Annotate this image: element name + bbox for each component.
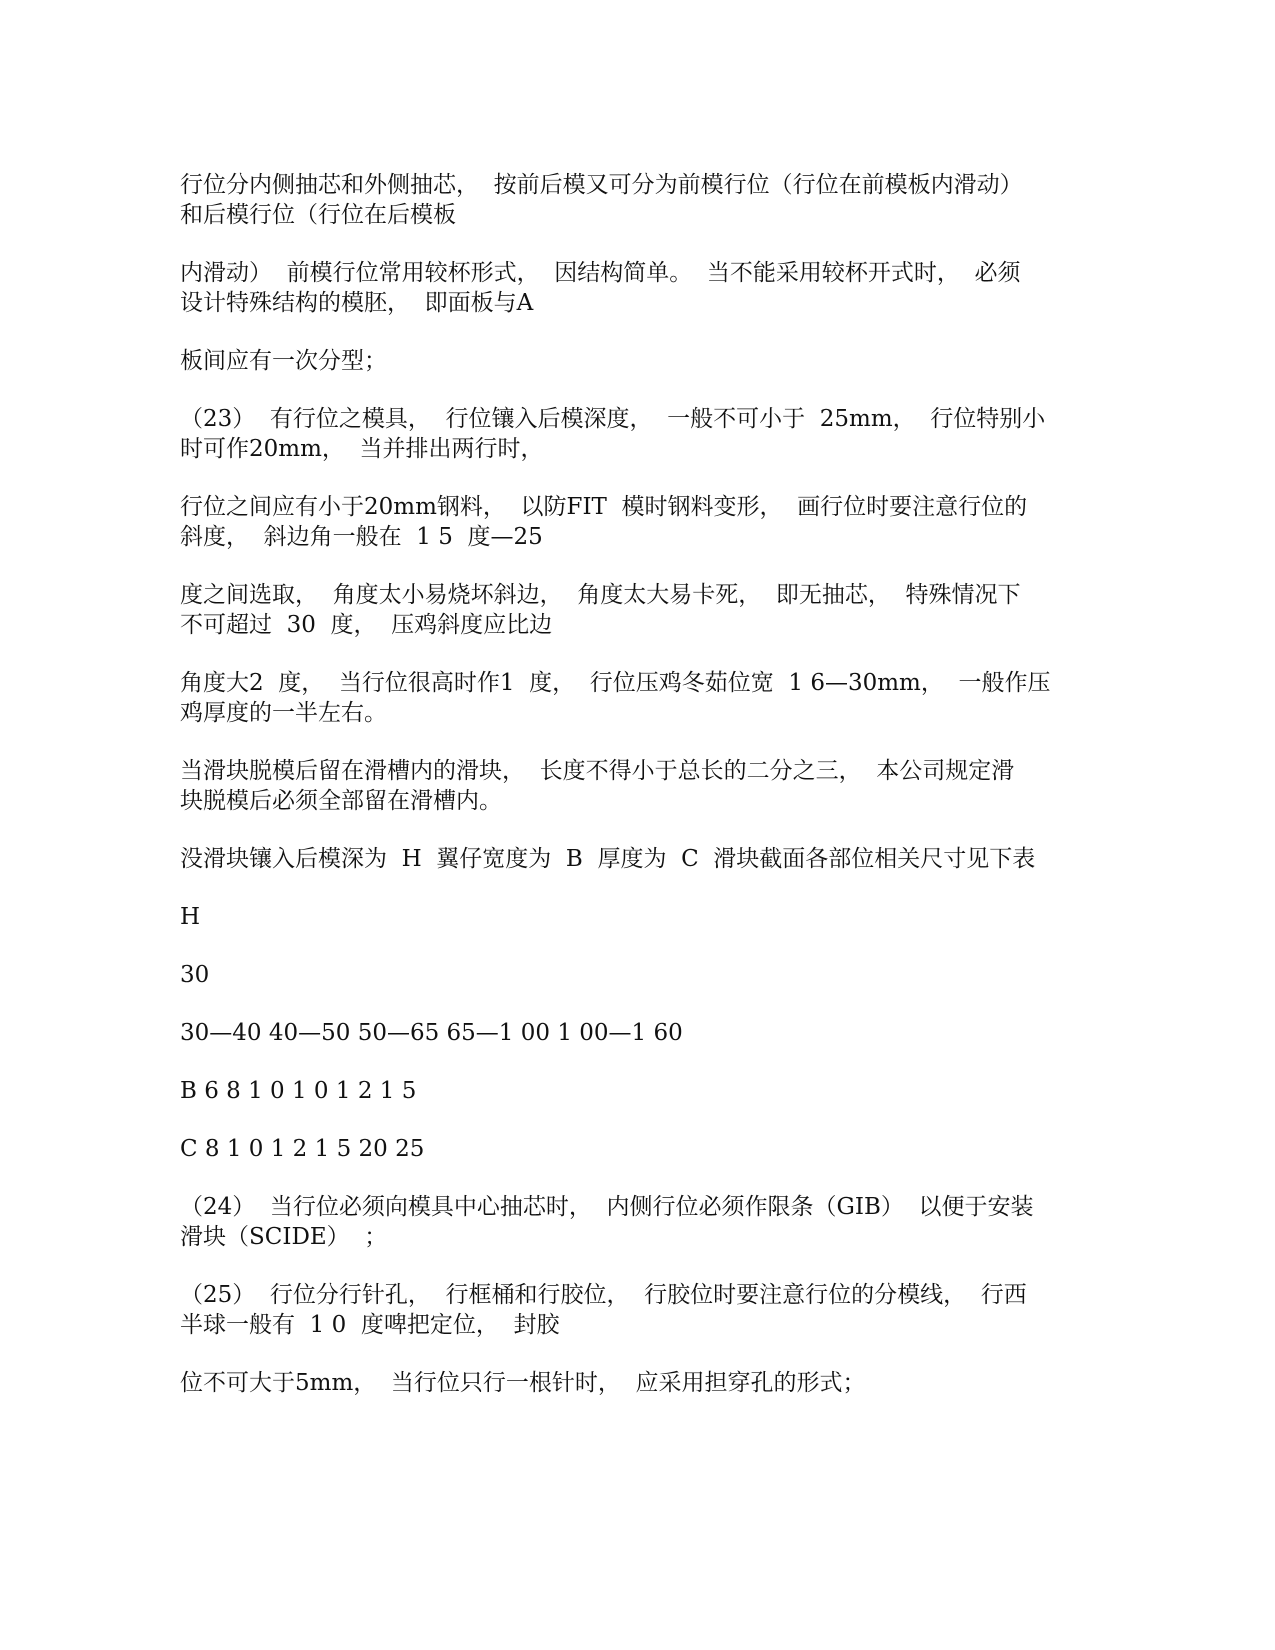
paragraph (180, 258, 1060, 318)
paragraph (180, 492, 1060, 552)
text-line: 内滑动） 前模行位常用较杯形式， 因结构简单。 当不能采用较杯开式时， 必须 (180, 260, 1021, 286)
text-line: 度之间选取， 角度太小易烧坏斜边， 角度太大易卡死， 即无抽芯， 特殊情况下 (180, 582, 1021, 608)
text-line: H (180, 904, 201, 930)
paragraph (180, 580, 1060, 640)
paragraph (180, 960, 1060, 990)
text-line: C 8 1 0 1 2 1 5 20 25 (180, 1136, 425, 1162)
paragraph (180, 1280, 1060, 1340)
text-line: 位不可大于5mm， 当行位只行一根针时， 应采用担穿孔的形式； (180, 1370, 866, 1396)
paragraph (180, 1018, 1060, 1048)
paragraph (180, 404, 1060, 464)
paragraph (180, 170, 1060, 230)
paragraph (180, 346, 1060, 376)
text-line: 当滑块脱模后留在滑槽内的滑块， 长度不得小于总长的二分之三， 本公司规定滑 (180, 758, 1015, 784)
text-line: 不可超过 30 度， 压鸡斜度应比边 (180, 612, 553, 638)
text-line: （25） 行位分行针孔， 行框桶和行胶位， 行胶位时要注意行位的分模线， 行西 (180, 1282, 1027, 1308)
paragraph (180, 844, 1060, 874)
paragraph (180, 668, 1060, 728)
text-line: 板间应有一次分型； (180, 348, 387, 374)
text-line: 角度大2 度， 当行位很高时作1 度， 行位压鸡冬茹位宽 1 6—30mm， 一般作压 (180, 670, 1051, 696)
paragraph (180, 902, 1060, 932)
text-line: 设计特殊结构的模胚， 即面板与A (180, 290, 534, 316)
paragraph (180, 1134, 1060, 1164)
text-line: 没滑块镶入后模深为 H 翼仔宽度为 B 厚度为 C 滑块截面各部位相关尺寸见下表 (180, 846, 1036, 872)
text-line: 时可作20mm， 当并排出两行时， (180, 436, 544, 462)
paragraph (180, 756, 1060, 816)
paragraph (180, 1192, 1060, 1252)
text-line: 滑块（SCIDE） ； (180, 1224, 388, 1250)
document-page (180, 170, 1060, 1426)
text-line: 半球一般有 1 0 度啤把定位， 封胶 (180, 1312, 560, 1338)
text-line: 行位之间应有小于20mm钢料， 以防FIT 模时钢料变形， 画行位时要注意行位的 (180, 494, 1028, 520)
paragraph (180, 1368, 1060, 1398)
text-line: 行位分内侧抽芯和外侧抽芯， 按前后模又可分为前模行位（行位在前模板内滑动） (180, 172, 1023, 198)
text-line: 斜度， 斜边角一般在 1 5 度—25 (180, 524, 543, 550)
text-line: 30—40 40—50 50—65 65—1 00 1 00—1 60 (180, 1020, 683, 1046)
text-line: （23） 有行位之模具， 行位镶入后模深度， 一般不可小于 25mm， 行位特别小 (180, 406, 1046, 432)
text-line: 30 (180, 962, 210, 988)
paragraph (180, 1076, 1060, 1106)
text-line: 和后模行位（行位在后模板 (180, 202, 456, 228)
text-line: 鸡厚度的一半左右。 (180, 700, 387, 726)
text-line: （24） 当行位必须向模具中心抽芯时， 内侧行位必须作限条（GIB） 以便于安装 (180, 1194, 1034, 1220)
text-line: B 6 8 1 0 1 0 1 2 1 5 (180, 1078, 417, 1104)
text-line: 块脱模后必须全部留在滑槽内。 (180, 788, 502, 814)
